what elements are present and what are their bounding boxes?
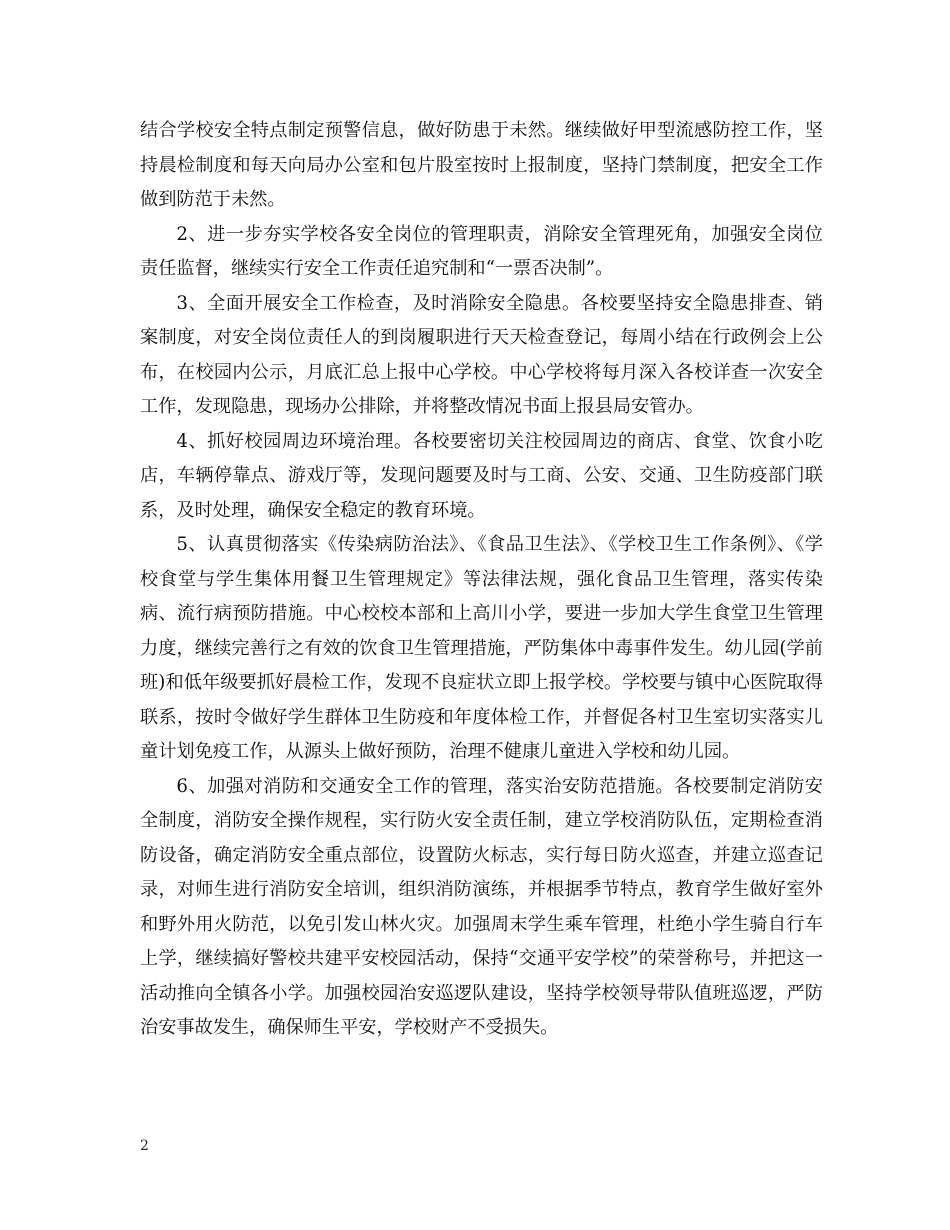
page-number: 2: [140, 1138, 149, 1154]
document-body: [140, 114, 823, 1046]
paragraph-item-5-hygiene: 5、认真贯彻落实《传染病防治法》、《食品卫生法》、《学校卫生工作条例》、《学校食堂与学生集体用餐卫生管理规定》等法律法规，强化食品卫生管理，落实传染病、流行病预防措施。中心校校本部和上高川小学，要进一步加大学生食堂卫生管理力度，继续完善行之有效的饮食卫生管理措施，严防集体中毒事件发生。幼儿园(学前班)和低年级要抓好晨检工作，发现不良症状立即上报学校。学校要与镇中心医院取得联系，按时令做好学生群体卫生防疫和年度体检工作，并督促各村卫生室切实落实儿童计划免疫工作，从源头上做好预防，治理不健康儿童进入学校和幼儿园。: [140, 534, 823, 762]
paragraph-item-6-fire-traffic: 6、加强对消防和交通安全工作的管理，落实治安防范措施。各校要制定消防安全制度，消防安全操作规程，实行防火安全责任制，建立学校消防队伍，定期检查消防设备，确定消防安全重点部位，设置防火标志，实行每日防火巡查，并建立巡查记录，对师生进行消防安全培训，组织消防演练，并根据季节特点，教育学生做好室外和野外用火防范，以免引发山林火灾。加强周末学生乘车管理，杜绝小学生骑自行车上学，继续搞好警校共建平安校园活动，保持“交通平安学校”的荣誉称号，并把这一活动推向全镇各小学。加强校园治安巡逻队建设，坚持学校领导带队值班巡逻，严防治安事故发生，确保师生平安，学校财产不受损失。: [140, 775, 823, 1038]
paragraph-item-2-duties: 2、进一步夯实学校各安全岗位的管理职责，消除安全管理死角，加强安全岗位责任监督，继续实行安全工作责任追究制和“一票否决制”。: [140, 223, 823, 279]
paragraph-prevention-continued: 结合学校安全特点制定预警信息，做好防患于未然。继续做好甲型流感防控工作，坚持晨检制度和每天向局办公室和包片股室按时上报制度，坚持门禁制度，把安全工作做到防范于未然。: [140, 120, 823, 210]
paragraph-item-3-inspection: 3、全面开展安全工作检查，及时消除安全隐患。各校要坚持安全隐患排查、销案制度，对安全岗位责任人的到岗履职进行天天检查登记，每周小结在行政例会上公布，在校园内公示，月底汇总上报中心学校。中心学校将每月深入各校详查一次安全工作，发现隐患，现场办公排除，并将整改情况书面上报县局安管办。: [140, 292, 823, 417]
paragraph-item-4-environment: 4、抓好校园周边环境治理。各校要密切关注校园周边的商店、食堂、饮食小吃店，车辆停靠点、游戏厅等，发现问题要及时与工商、公安、交通、卫生防疫部门联系，及时处理，确保安全稳定的教育环境。: [140, 430, 823, 521]
